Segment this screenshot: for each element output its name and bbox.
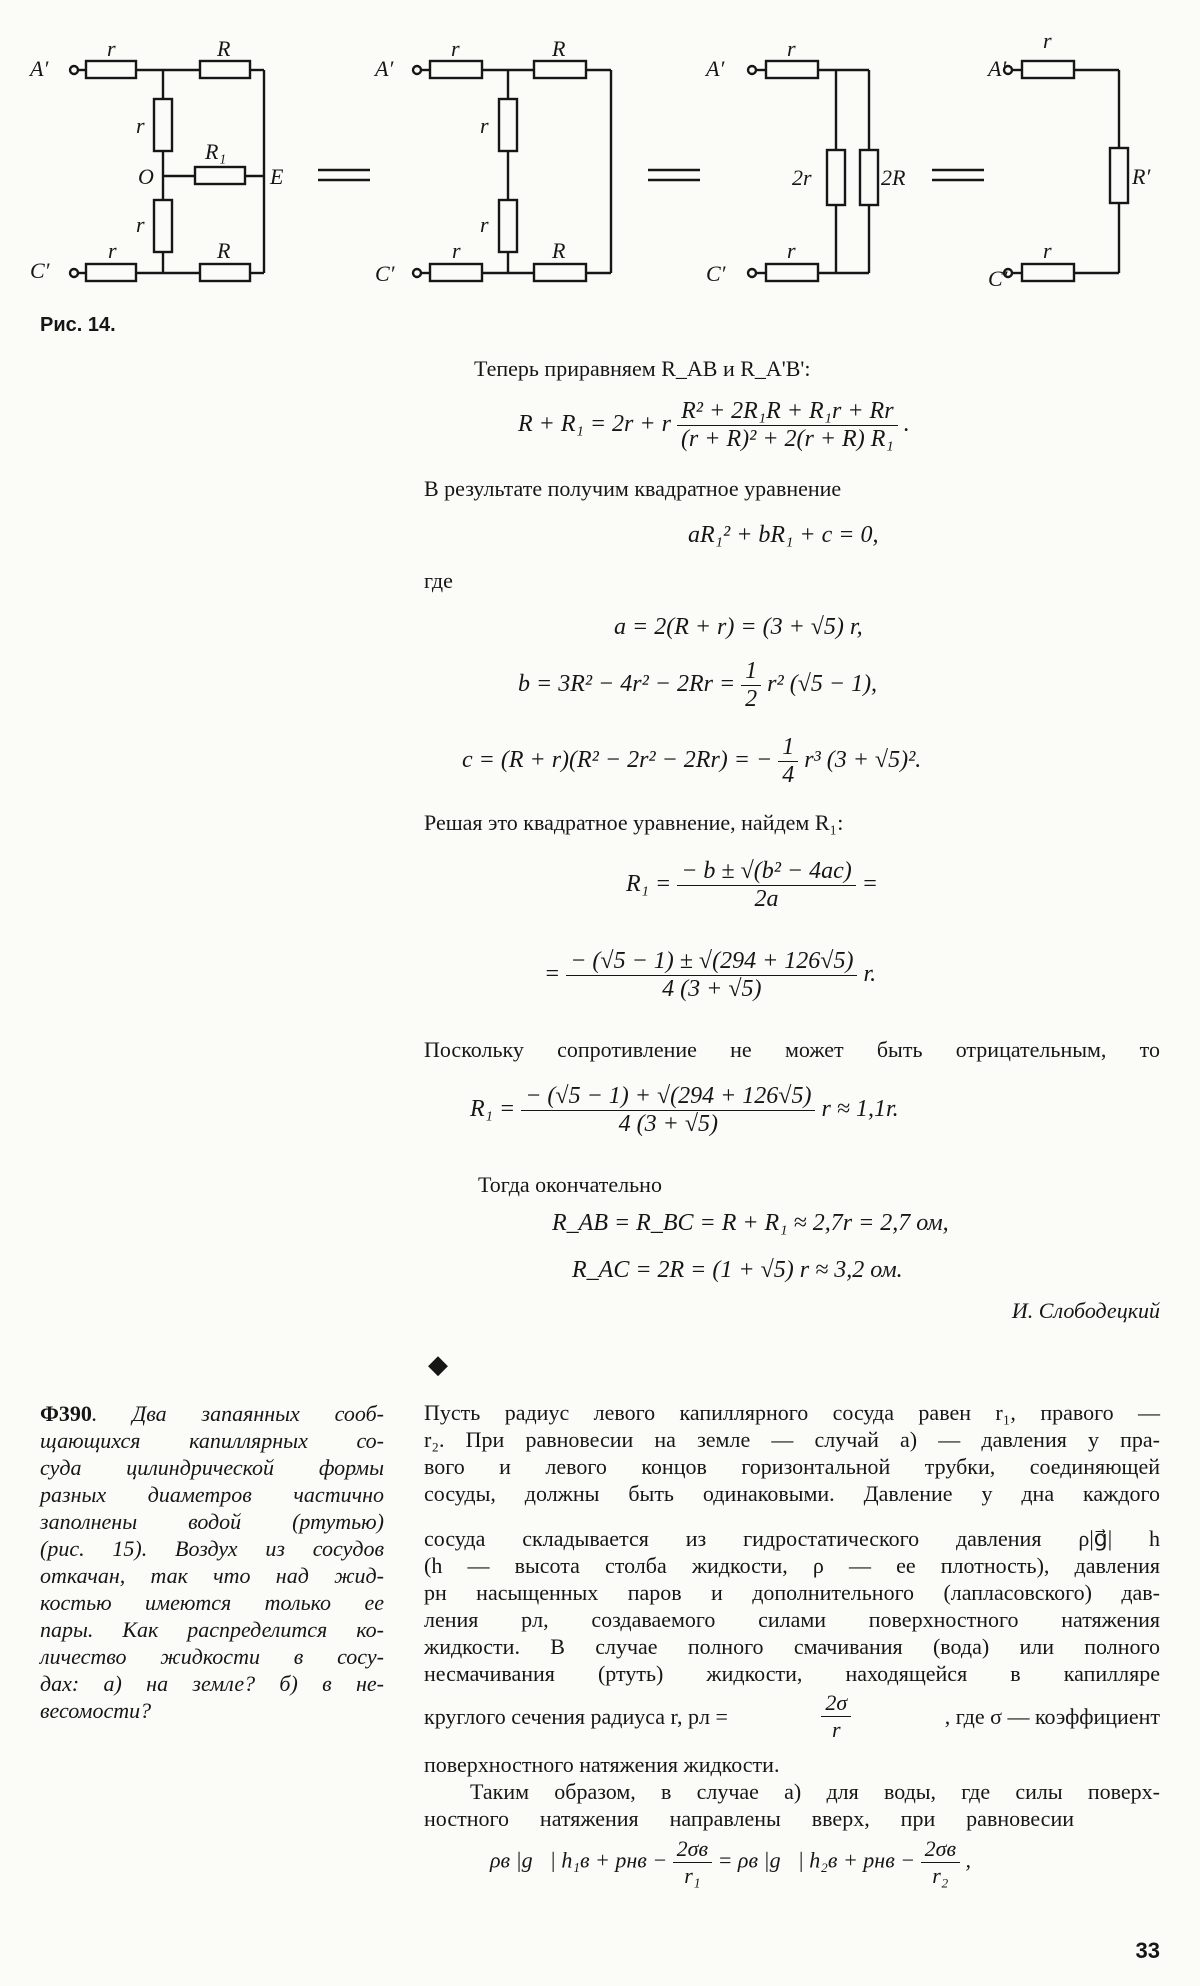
eq-b-lhs: b = 3R² − 4r² − 2Rr = [518,671,736,698]
c2-label-C: C′ [375,261,395,286]
answer-eq-num-1: 2σв [673,1836,712,1863]
c4-label-r-bottom: r [1043,238,1052,263]
eq-b-rhs: r² (√5 − 1), [767,671,878,698]
author-signature: И. Слободецкий [1011,1298,1160,1323]
equation-r1-numeric [544,948,876,1003]
c3-label-C: C′ [706,261,726,286]
c1-label-r-bottom: r [108,238,117,263]
eq-r1c-rhs: r ≈ 1,1r. [821,1096,899,1123]
problem-line: (рис. 15). Воздух из сосудов [40,1536,384,1561]
problem-f390 [40,1400,384,1724]
c1-label-R1: R₁ [205,139,227,164]
c2-label-R-top: R [552,36,566,61]
eq1-numerator: R² + 2R₁R + R₁r + Rr [677,398,898,426]
problem-line: дах: а) на земле? б) в не- [40,1671,384,1696]
answer-line-after: поверхностного натяжения жидкости. [424,1752,780,1777]
answer-line: сосуды, должны быть одинаковыми. Давление у дна каждого [424,1481,1160,1506]
c1-label-R-top: R [217,36,231,61]
c1-label-C: C′ [30,258,50,283]
c2-label-A: A′ [375,56,394,81]
section-divider: ◆ [428,1350,448,1379]
eq-b-fraction [741,658,761,713]
answer-eq-part-a: ρв |g⃗| h₁в + pнв − [490,1847,668,1873]
solution-line-4: Поскольку сопротивление не может быть отрицательным, то [424,1037,1160,1062]
problem-line: костью имеются только ее [40,1590,384,1615]
eq-r1c-denominator: 4 (3 + √5) [618,1111,719,1137]
eq-r1-fraction [677,858,856,913]
solution-line-5: Тогда окончательно [478,1172,662,1197]
eq-r1b-lhs: = [544,961,561,988]
eq1-denominator: (r + R)² + 2(r + R) R₁ [680,426,894,452]
eq-c-lhs: c = (R + r)(R² − 2r² − 2Rr) = − [462,747,773,774]
c1-label-r-top: r [107,36,116,61]
solution-line-3: Решая это квадратное уравнение, найдем R₁: [424,810,844,835]
answer-eq-part-b: = ρв |g⃗| h₂в + pнв − [717,1847,916,1873]
problem-line: Ф390. Два запаянных сооб- [40,1401,384,1426]
answer-line: (h — высота столба жидкости, ρ — ее плотность), давления [424,1553,1160,1578]
answer-line: сосуда складывается из гидростатического давления ρ|g⃗| h [424,1526,1160,1551]
c2-label-r-up: r [480,113,489,138]
circuit-1 [70,61,264,281]
c3-label-r-bottom: r [787,238,796,263]
c1-label-r-low: r [136,212,145,237]
circuit-2 [413,61,611,281]
eq-r1-numerator: − b ± √(b² − 4ac) [677,858,856,886]
answer-formula-fraction [821,1690,851,1743]
c1-label-R-bottom: R [217,238,231,263]
c1-label-r-up: r [136,113,145,138]
equation-quadratic: aR₁² + bR₁ + c = 0, [688,522,879,548]
eq-r1b-rhs: r. [863,961,877,988]
problem-line: суда цилиндрической формы [40,1455,384,1480]
c2-label-r-low: r [480,212,489,237]
answer-eq-den-2: r₂ [932,1863,949,1888]
c3-label-2r: 2r [792,165,812,190]
eq1-fraction [677,398,898,453]
eq-r1-denominator: 2a [754,886,779,912]
equation-final-1: R_AB = R_BC = R + R₁ ≈ 2,7r = 2,7 ом, [552,1210,949,1236]
solution-line-2: В результате получим квадратное уравнение [424,476,842,501]
answer-line: несмачивания (ртуть) жидкости, находящейся в капилляре [424,1661,1160,1686]
answer-eq-end: , [965,1847,972,1873]
problem-line: личество жидкости в сосу- [40,1644,384,1669]
eq1-lhs: R + R₁ = 2r + r [518,411,671,438]
c1-label-E: E [270,164,284,189]
answer-eq-fraction-1 [673,1836,712,1889]
solution-intro: Теперь приравняем R_AB и R_A'B': [474,356,811,381]
solution-where: где [424,568,453,593]
eq-c-numerator: 1 [778,734,798,762]
answer-formula-pre: круглого сечения радиуса r, pл = [424,1703,728,1729]
answer-para2-line: ностного натяжения направлены вверх, при равновесии [424,1806,1074,1831]
answer-formula-post: , где σ — коэффициент [944,1703,1160,1729]
problem-line: весомости? [40,1698,152,1723]
circuit-4 [1004,61,1128,281]
c2-label-r-bottom: r [452,238,461,263]
answer-line: Пусть радиус левого капиллярного сосуда равен r₁, правого — [424,1400,1160,1425]
eq-r1c-lhs: R₁ = [470,1096,516,1123]
answer-equation [490,1836,971,1889]
answer-formula-numerator: 2σ [821,1690,851,1717]
answer-para2-line: Таким образом, в случае а) для воды, где силы поверх- [470,1779,1160,1804]
eq-c-denominator: 4 [782,762,795,788]
answer-formula-denominator: r [832,1717,841,1742]
eq-r1c-numerator: − (√5 − 1) + √(294 + 126√5) [521,1083,815,1111]
answer-eq-num-2: 2σв [921,1836,960,1863]
eq-b-denominator: 2 [745,686,758,712]
equation-r1-final [470,1083,899,1138]
problem-line: откачан, так что над жид- [40,1563,384,1588]
answer-eq-fraction-2 [921,1836,960,1889]
eq1-end: . [903,411,910,438]
eq-r1b-fraction [566,948,857,1003]
eq-c-fraction [778,734,798,789]
c4-label-A: A′ [988,56,1007,81]
c4-label-R-prime: R′ [1132,164,1151,189]
page-number: 33 [1135,1938,1160,1963]
c1-label-A: A′ [30,56,49,81]
answer-line: pн насыщенных паров и дополнительного (лапласовского) дав- [424,1580,1160,1605]
circuit-3 [748,61,878,281]
eq-c-rhs: r³ (3 + √5)². [804,747,922,774]
c3-label-r-top: r [787,36,796,61]
equation-b [518,658,877,713]
equation-1 [518,398,910,453]
problem-line: заполнены водой (ртутью) [40,1509,384,1534]
figure-caption: Рис. 14. [40,314,116,336]
circuit-figure [0,0,1200,300]
c3-label-A: A′ [706,56,725,81]
answer-eq-den-1: r₁ [684,1863,701,1888]
c2-label-R-bottom: R [552,238,566,263]
c4-label-C: C′ [988,266,1008,291]
eq-r1b-numerator: − (√5 − 1) ± √(294 + 126√5) [566,948,857,976]
answer-line: ления pл, создаваемого силами поверхностного натяжения [424,1607,1160,1632]
problem-line: щающихся капиллярных со- [40,1428,384,1453]
c3-label-2R: 2R [881,165,906,190]
equation-c [462,734,921,789]
eq-r1c-fraction [521,1083,815,1138]
problem-line: пары. Как распределится ко- [40,1617,384,1642]
equation-final-2: R_AC = 2R = (1 + √5) r ≈ 3,2 ом. [572,1257,903,1283]
answer-line: жидкости. В случае полного смачивания (вода) или полного [424,1634,1160,1659]
eq-b-numerator: 1 [741,658,761,686]
answer-formula-line [424,1690,1160,1743]
c1-label-O: O [138,164,154,189]
answer-line: вого и левого концов горизонтальной трубки, соединяющей [424,1454,1160,1479]
problem-number: Ф390 [40,1401,92,1426]
problem-line: разных диаметров частично [40,1482,384,1507]
eq-r1b-denominator: 4 (3 + √5) [662,976,762,1002]
equation-a: a = 2(R + r) = (3 + √5) r, [614,614,863,640]
eq-r1-rhs: = [861,871,878,898]
eq-r1-lhs: R₁ = [626,871,672,898]
equation-r1-general [626,858,878,913]
answer-line: r₂. При равновесии на земле — случай а) — давления у пра- [424,1427,1160,1452]
c4-label-r-top: r [1043,28,1052,53]
c2-label-r-top: r [451,36,460,61]
